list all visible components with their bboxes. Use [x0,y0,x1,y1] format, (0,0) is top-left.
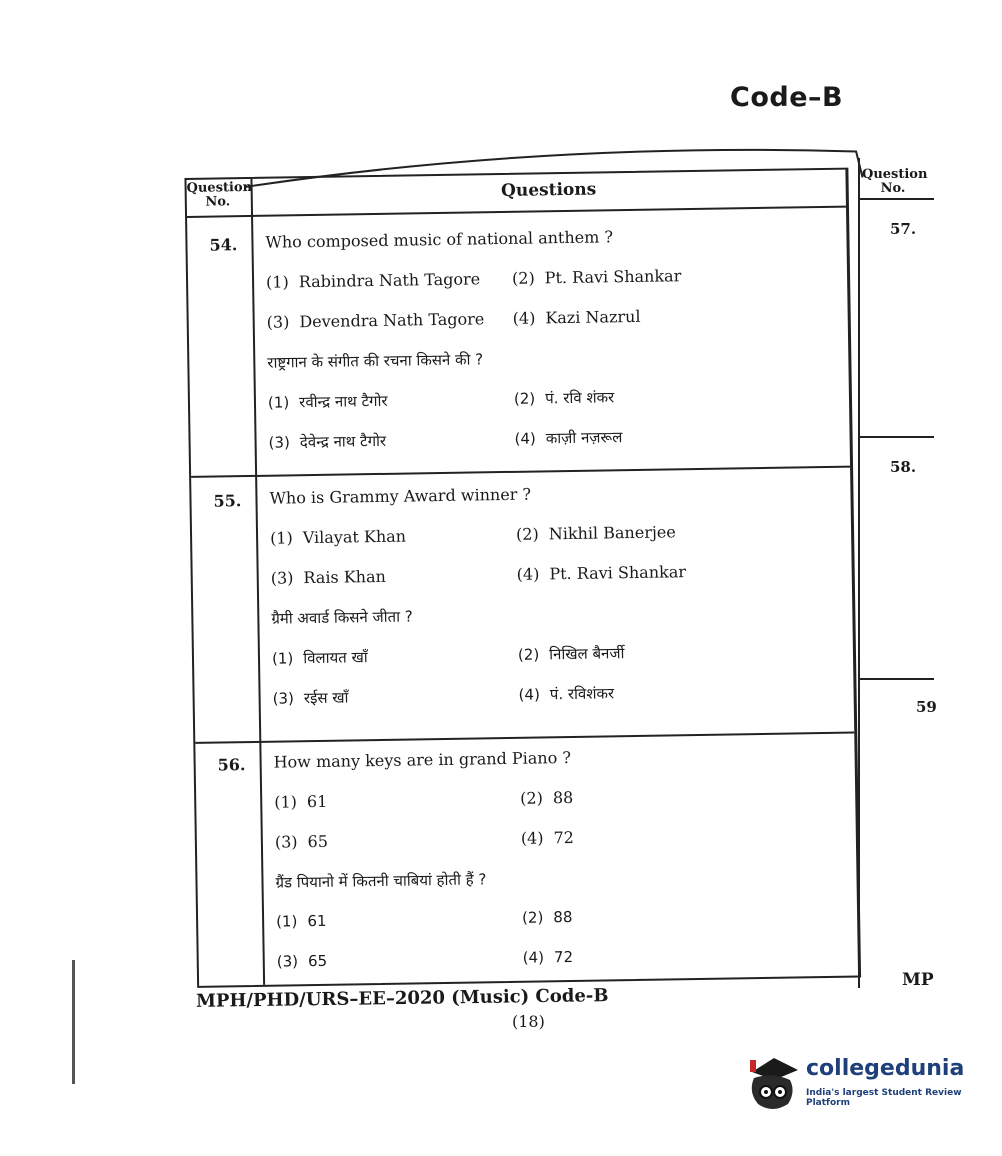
option-3-hi: (3) रईस खाँ [272,688,349,708]
question-sheet [184,139,869,989]
option-1-en: (1) Rabindra Nath Tagore [265,269,481,292]
option-3-en: (3) Devendra Nath Tagore [266,309,485,332]
collegedunia-watermark [744,1050,974,1120]
question-text-hi: ग्रैमी अवार्ड किसने जीता ? [271,607,413,628]
option-1-hi: (1) 61 [275,911,327,931]
option-1-en: (1) 61 [274,791,328,812]
question-text-en: Who is Grammy Award winner ? [269,484,532,508]
option-3-hi: (3) देवेन्द्र नाथ टैगोर [268,431,387,452]
question-number: 55. [213,491,242,511]
option-1-hi: (1) रवीन्द्र नाथ टैगोर [267,391,388,412]
question-text-en: How many keys are in grand Piano ? [273,747,572,772]
next-page-strip [858,158,937,990]
option-2-en: (2) Pt. Ravi Shankar [511,266,682,288]
option-1-en: (1) Vilayat Khan [269,526,407,548]
option-3-hi: (3) 65 [276,951,328,971]
question-number: 57. [890,220,917,238]
question-number: 58. [890,458,917,476]
option-1-hi: (1) विलायत खाँ [271,648,368,668]
question-text-en: Who composed music of national anthem ? [265,227,614,252]
option-4-hi: (4) 72 [522,947,574,967]
question-text-hi: राष्ट्रगान के संगीत की रचना किसने की ? [267,350,484,372]
paper-code: Code–B [730,82,844,113]
scan-edge-mark [72,960,75,1084]
question-number: 59 [916,698,937,716]
option-4-en: (4) Kazi Nazrul [512,306,641,328]
option-3-en: (3) Rais Khan [270,566,387,588]
watermark-name: collegedunia [806,1056,965,1081]
page-number: (18) [512,1012,545,1031]
questions-header: Questions [500,179,597,202]
question-no-header: Question No. [862,167,928,196]
option-4-hi: (4) पं. रविशंकर [518,684,615,704]
option-3-en: (3) 65 [274,831,329,852]
option-4-hi: (4) काज़ी नज़रूल [514,428,623,448]
mascot-icon [744,1050,802,1114]
option-2-en: (2) Nikhil Banerjee [515,522,676,544]
question-text-hi: ग्रैंड पियानो में कितनी चाबियां होती हैं ? [275,870,487,892]
option-2-hi: (2) 88 [521,907,573,927]
option-2-hi: (2) निखिल बैनर्जी [517,644,625,664]
option-2-en: (2) 88 [520,787,574,808]
option-4-en: (4) Pt. Ravi Shankar [516,562,687,584]
question-number: 54. [209,235,238,255]
option-4-en: (4) 72 [520,827,575,848]
watermark-tagline: India's largest Student Review Platform [806,1088,962,1108]
next-page-footer: MP [902,970,934,990]
question-no-header: Question No. [186,179,253,210]
paper-footer: MPH/PHD/URS–EE–2020 (Music) Code-B [195,985,609,1012]
question-number: 56. [217,755,246,775]
option-2-hi: (2) पं. रवि शंकर [513,388,615,408]
